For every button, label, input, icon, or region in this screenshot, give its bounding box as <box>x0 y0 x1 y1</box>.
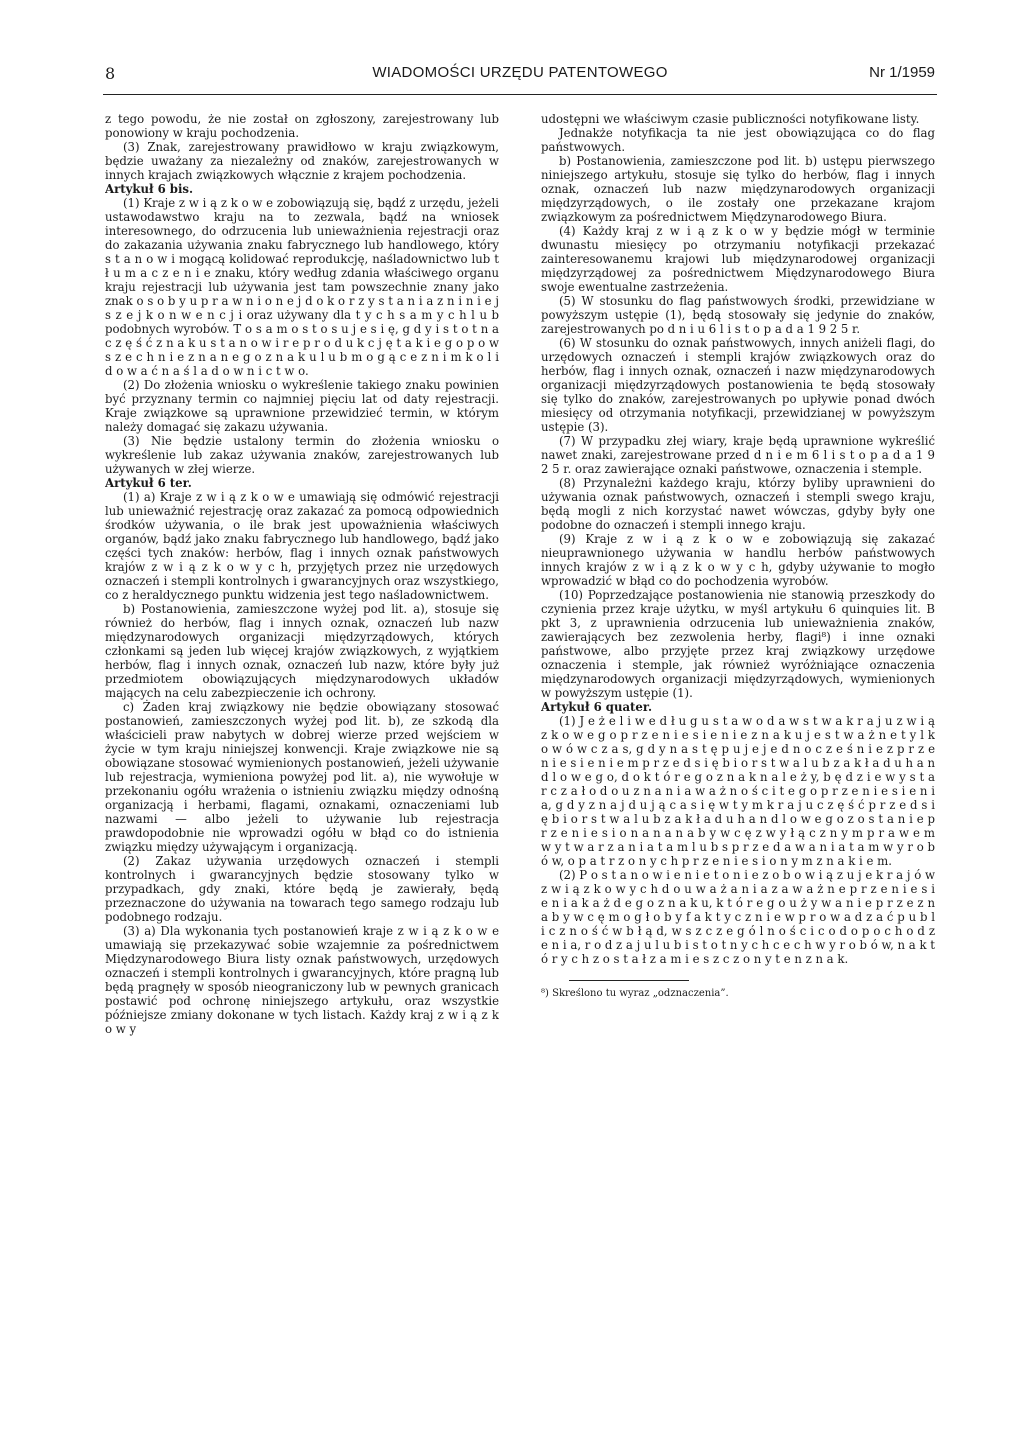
paragraph: (10) Poprzedzające postanowienia nie stanowią przeszkody do czynienia przez kraje użytku, w myśl artykułu 6 quinquies lit. B pkt 3, z uprawnienia odrzucenia lub unieważnienia znaków, zawierających bez zezwolenia herby, flagi⁸) i inne oznaki państwowe, albo przyjęte przez kraj związkowy urzędowe oznaczenia i stemple, jak również wyróżniające oznaczenia międzynarodowych organizacji międzyrządowych, wymienionych w powyższym ustępie (1). <box>541 588 935 700</box>
paragraph: (2) Do złożenia wniosku o wykreślenie takiego znaku powinien być przyznany termin co najmniej pięciu lat od daty rejestracji. Kraje związkowe są uprawnione przewidzieć termin, w którym należy domagać się zakazu używania. <box>105 378 499 434</box>
paragraph: (2) Zakaz używania urzędowych oznaczeń i stempli kontrolnych i gwarancyjnych będzie stosowany tylko w przypadkach, gdy znaki, które będą je zawierały, będą przeznaczone do używania na towarach tego samego rodzaju lub podobnego rodzaju. <box>105 854 499 924</box>
header-divider <box>103 94 937 95</box>
paragraph: z tego powodu, że nie został on zgłoszony, zarejestrowany lub ponowiony w kraju pochodzenia. <box>105 112 499 140</box>
article-heading-6bis: Artykuł 6 bis. <box>105 182 194 196</box>
issue-number: Nr 1/1959 <box>869 64 935 81</box>
paragraph: (3) a) Dla wykonania tych postanowień kraje z w i ą z k o w e umawiają się przekazywać sobie wzajemnie za pośrednictwem Międzynarodowego Biura listy oznak państwowych, urzędowych oznaczeń i stempli kontrolnych i gwarancyjnych, które pragną lub będą pragnęły w sposób nieograniczony lub w pewnych granicach postawić pod ochronę niniejszego artykułu, oraz wszystkie późniejsze zmiany dokonane w tych listach. Każdy kraj z w i ą z k o w y <box>105 924 499 1036</box>
footnote-divider <box>569 980 689 981</box>
paragraph: (1) J e ż e l i w e d ł u g u s t a w o d a w s t w a k r a j u z w i ą z k o w e g o p r z e n i e s i e n i e z n a k u j e s t w a ż n e t y l k o w ó w c z a s, g d y n a s t ę p u j e j e d n o c z e ś n i e z p r z e n i e s i e n i e m p r z e d s i ę b i o r s t w a l u b z a k ł a d u h a n d l o w e g o, d o k t ó r e g o z n a k n a l e ż y, b ę d z i e w y s t a r c z a ł o d o u z n a n i a w a ż n o ś c i t e g o p r z e n i e s i e n i a, g d y z n a j d u j ą c a s i ę w t y m k r a j u c z ę ś ć p r z e d s i ę b i o r s t w a l u b z a k ł a d u h a n d l o w e g o z o s t a n i e p r z e n i e s i o n a n a n a b y w c ę z w y ł ą c z n y m p r a w e m w y t w a r z a n i a t a m l u b s p r z e d a w a n i a t a m w y r o b ó w, o p a t r z o n y c h p r z e n i e s i o n y m z n a k i e m. <box>541 714 935 868</box>
page-number: 8 <box>105 64 116 83</box>
paragraph: b) Postanowienia, zamieszczone pod lit. b) ustępu pierwszego niniejszego artykułu, stosuje się tylko do herbów, flag i innych oznak, oznaczeń lub nazw międzynarodowych organizacji międzyrządowych, o ile zostały one przekazane krajom związkowym za pośrednictwem Międzynarodowego Biura. <box>541 154 935 224</box>
right-column <box>541 112 935 1402</box>
paragraph: (5) W stosunku do flag państwowych środki, przewidziane w powyższym ustępie (1), będą stosowały się jedynie do znaków, zarejestrowanych po d n i u 6 l i s t o p a d a 1 9 2 5 r. <box>541 294 935 336</box>
paragraph: udostępni we właściwym czasie publiczności notyfikowane listy. <box>541 112 920 126</box>
left-column <box>105 112 499 1402</box>
journal-title: WIADOMOŚCI URZĘDU PATENTOWEGO <box>372 64 668 81</box>
paragraph: Jednakże notyfikacja ta nie jest obowiązująca co do flag państwowych. <box>541 126 935 154</box>
paragraph: (6) W stosunku do oznak państwowych, innych aniżeli flagi, do urzędowych oznaczeń i stempli krajów związkowych oraz do herbów, flag i innych oznak, oznaczeń i nazw międzynarodowych organizacji międzyrządowych postanowienia te będą stosowały się tylko do znaków, zarejestrowanych po upływie ponad dwóch miesięcy od otrzymania notyfikacji, przewidzianej w powyższym ustępie (3). <box>541 336 935 434</box>
paragraph: (3) Znak, zarejestrowany prawidłowo w kraju związkowym, będzie uważany za niezależny od znaków, zarejestrowanych w innych krajach związkowych włącznie z krajem pochodzenia. <box>105 140 499 182</box>
paragraph: c) Żaden kraj związkowy nie będzie obowiązany stosować postanowień, zamieszczonych wyżej pod lit. b), ze szkodą dla właścicieli praw nabytych w dobrej wierze przed wejściem w życie w tym kraju niniejszej konwencji. Kraje związkowe nie są obowiązane stosować wymienionych postanowień, jeżeli używanie lub rejestracja, wymieniona powyżej pod lit. a), nie wywołuje w przekonaniu ogółu wrażenia o istnieniu związku między odnośną organizacją i herbami, flagami, oznakami, oznaczeniami lub nazwami — albo jeżeli to używanie lub rejestracja prawdopodobnie nie wprowadzi ogółu w błąd co do istnienia związku między używającym i organizacją. <box>105 700 499 854</box>
paragraph: (4) Każdy kraj z w i ą z k o w y będzie mógł w terminie dwunastu miesięcy po otrzymaniu notyfikacji przekazać zainteresowanemu krajowi lub międzynarodowej organizacji międzyrządowej za pośrednictwem Międzynarodowego Biura swoje ewentualne zastrzeżenia. <box>541 224 935 294</box>
page-header <box>105 64 935 90</box>
article-heading-6ter: Artykuł 6 ter. <box>105 476 192 490</box>
paragraph: (8) Przynależni każdego kraju, którzy byliby uprawnieni do używania oznak państwowych, oznaczeń i stempli swego kraju, będą mogli z nich korzystać nawet wówczas, gdyby były one podobne do oznaczeń i stempli innego kraju. <box>541 476 935 532</box>
article-heading-6quater: Artykuł 6 quater. <box>541 700 653 714</box>
paragraph: (9) Kraje z w i ą z k o w e zobowiązują się zakazać nieuprawnionego używania w handlu herbów państwowych innych krajów z w i ą z k o w y c h, gdyby używanie to mogło wprowadzić w błąd co do pochodzenia wyrobów. <box>541 532 935 588</box>
paragraph: (7) W przypadku złej wiary, kraje będą uprawnione wykreślić nawet znaki, zarejestrowane przed d n i e m 6 l i s t o p a d a 1 9 2 5 r. oraz zawierające oznaki państwowe, oznaczenia i stemple. <box>541 434 935 476</box>
paragraph: (2) P o s t a n o w i e n i e t o n i e z o b o w i ą z u j e k r a j ó w z w i ą z k o w y c h d o u w a ż a n i a z a w a ż n e p r z e n i e s i e n i a k a ż d e g o z n a k u, k t ó r e g o u ż y w a n i e p r z e z n a b y w c ę m o g ł o b y f a k t y c z n i e w p r o w a d z a ć p u b l i c z n o ś ć w b ł ą d, w s z c z e g ó l n o ś c i c o d o p o c h o d z e n i a, r o d z a j u l u b i s t o t n y c h c e c h w y r o b ó w, n a k t ó r y c h z o s t a ł z a m i e s z c z o n y t e n z n a k. <box>541 868 935 966</box>
paragraph: (1) Kraje z w i ą z k o w e zobowiązują się, bądź z urzędu, jeżeli ustawodawstwo kraju na to zezwala, bądź na wniosek interesownego, do odrzucenia lub unieważnienia rejestracji oraz do zakazania używania znaku fabrycznego lub handlowego, który s t a n o w i mogącą kolidować reprodukcję, naśladownictwo lub t ł u m a c z e n i e znaku, który według zdania właściwego organu kraju rejestracji lub używania jest tam powszechnie znany jako znak o s o b y u p r a w n i o n e j d o k o r z y s t a n i a z n i n i e j s z e j k o n w e n c j i oraz używany dla t y c h s a m y c h l u b podobnych wyrobów. T o s a m o s t o s u j e s i ę, g d y i s t o t n a c z ę ś ć z n a k u s t a n o w i r e p r o d u k c j ę t a k i e g o p o w s z e c h n i e z n a n e g o z n a k u l u b m o g ą c e z n i m k o l i d o w a ć n a ś l a d o w n i c t w o. <box>105 196 499 378</box>
paragraph: (3) Nie będzie ustalony termin do złożenia wniosku o wykreślenie lub zakaz używania znaków, zarejestrowanych lub używanych w złej wierze. <box>105 434 499 476</box>
paragraph: (1) a) Kraje z w i ą z k o w e umawiają się odmówić rejestracji lub unieważnić rejestrację oraz zakazać za pomocą odpowiednich środków używania, o ile brak jest upoważnienia właściwych organów, bądź jako znaku fabrycznego lub handlowego, bądź jako części tych znaków: herbów, flag i innych oznak państwowych krajów z w i ą z k o w y c h, przyjętych przez nie urzędowych oznaczeń i stempli kontrolnych i gwarancyjnych oraz wszystkiego, co z heraldycznego punktu widzenia jest tego naśladownictwem. <box>105 490 499 602</box>
paragraph: b) Postanowienia, zamieszczone wyżej pod lit. a), stosuje się również do herbów, flag i innych oznak, oznaczeń lub nazw międzynarodowych organizacji międzyrządowych, których członkami są jeden lub więcej krajów związkowych, z wyjątkiem herbów, flag i innych oznak, oznaczeń lub nazw, które były już przedmiotem obowiązujących międzynarodowych układów mających na celu zabezpieczenie ich ochrony. <box>105 602 499 700</box>
footnote: ⁸) Skreślono tu wyraz „odznaczenia”. <box>541 988 729 999</box>
